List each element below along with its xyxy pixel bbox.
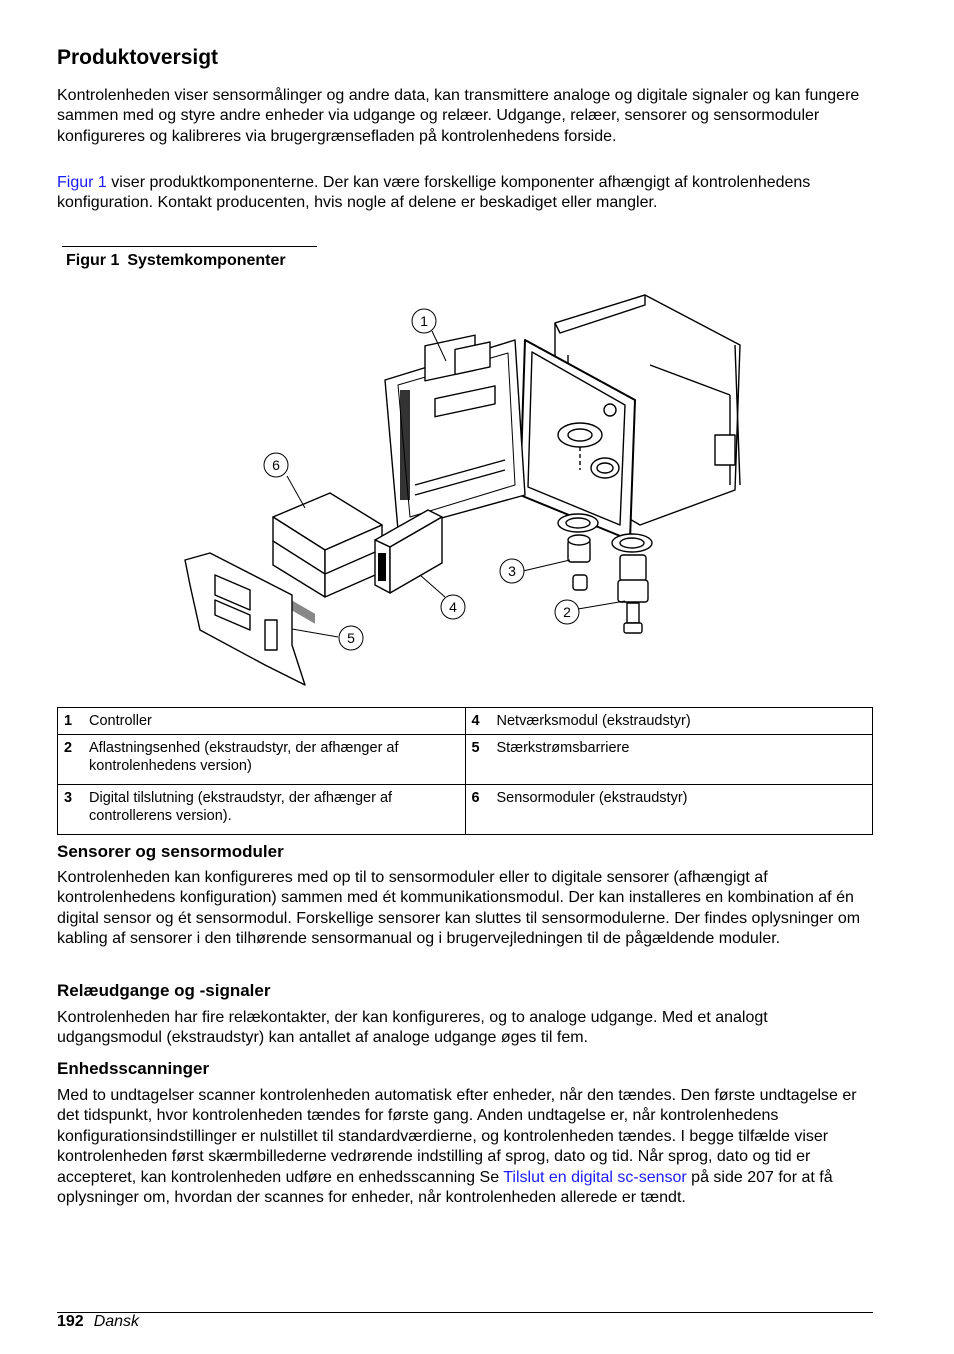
relays-paragraph: Kontrolenheden har fire relækontakter, der kan konfigureres, og to analoge udgange. Med et analogt udgangsmodul (ekstraudstyr) kan antallet af analoge udgange øges til fem. xyxy=(57,1009,768,1047)
relays-heading: Relæudgange og -signaler xyxy=(57,981,271,1000)
legend-number: 6 xyxy=(471,790,480,806)
page-footer xyxy=(57,1313,139,1331)
legend-cell xyxy=(58,735,466,785)
legend-number: 4 xyxy=(471,713,480,729)
legend-cell xyxy=(465,785,873,835)
legend-cell xyxy=(465,735,873,785)
legend-number: 2 xyxy=(64,740,73,756)
digital-sensor-link[interactable]: Tilslut en digital sc-sensor xyxy=(503,1168,687,1186)
legend-cell xyxy=(465,708,873,735)
scanning-heading: Enhedsscanninger xyxy=(57,1059,210,1078)
legend-number: 3 xyxy=(64,790,73,806)
legend-text: Netværksmodul (ekstraudstyr) xyxy=(496,713,691,729)
legend-text: Digital tilslutning (ekstraudstyr, der afhænger af controllerens version). xyxy=(89,790,393,824)
figure-caption xyxy=(66,252,286,270)
legend-row xyxy=(58,735,873,785)
callout-4: 4 xyxy=(449,599,457,615)
scanning-text: Med to undtagelser scanner kontrolenheden automatisk efter enheder, når den tændes. Den første undtagelse er det tidspunkt, hvor kontrolenheden tændes for første gang. Anden undtagelse er, når kontrolenhedens konfigurationsindstillinger er nulstillet til standardværdierne, og kontrolenheden tændes. I begge tilfælde viser kontrolenheden først skærmbillederne vedrørende indstilling af sprog, dato og tid. Når sprog, dato og tid er accepteret, kan kontrolenheden udføre en enhedsscanning Se xyxy=(57,1087,857,1186)
legend-number: 1 xyxy=(64,713,73,729)
legend-row xyxy=(58,785,873,835)
figure-ref-paragraph xyxy=(57,173,875,214)
scanning-paragraph xyxy=(57,1086,875,1208)
legend-text: Sensormoduler (ekstraudstyr) xyxy=(496,790,688,806)
legend-table xyxy=(57,707,873,835)
callout-3: 3 xyxy=(508,563,516,579)
legend-cell xyxy=(58,785,466,835)
section-title: Produktoversigt xyxy=(57,46,219,69)
legend-number: 5 xyxy=(471,740,480,756)
legend-cell xyxy=(58,708,466,735)
callout-6: 6 xyxy=(272,457,280,473)
callout-1: 1 xyxy=(420,313,428,329)
figure-ref-text: viser produktkomponenterne. Der kan være forskellige komponenter afhængigt af kontrolenhedens konfiguration. Kontakt producenten, hvis nogle af delene er beskadiget eller mangler. xyxy=(57,174,811,212)
footer-language: Dansk xyxy=(93,1313,140,1330)
figure-rule xyxy=(62,246,317,247)
figure-title: Systemkomponenter xyxy=(127,252,286,269)
page-number: 192 xyxy=(57,1313,84,1330)
legend-row xyxy=(58,708,873,735)
legend-text: Aflastningsenhed (ekstraudstyr, der afhænger af kontrolenhedens version) xyxy=(89,740,399,774)
figure-1-link[interactable]: Figur 1 xyxy=(57,174,107,191)
callout-5: 5 xyxy=(347,630,355,646)
legend-text: Stærkstrømsbarriere xyxy=(496,740,630,756)
intro-paragraph: Kontrolenheden viser sensormålinger og andre data, kan transmittere analoge og digitale signaler og kan fungere sammen med og styre andre enheder via udgange og relæer. Udgange, relæer, sensorer og sensormoduler konfigureres og kalibreres via brugergrænsefladen på kontrolenhedens forside. xyxy=(57,87,860,145)
sensors-paragraph: Kontrolenheden kan konfigureres med op til to sensormoduler eller to digitale sensorer (afhængigt af kontrolenhedens konfiguration) sammen med ét kommunikationsmodul. Der kan installeres en kombination af én digital sensor og ét sensormodul. Forskellige sensorer kan sluttes til sensormodulerne. Der findes oplysninger om kabling af sensorer i den tilhørende sensormanual og i brugervejledningen til de pågældende moduler. xyxy=(57,869,861,948)
network-module xyxy=(375,510,442,593)
controller-enclosure xyxy=(385,335,525,530)
sensors-heading: Sensorer og sensormoduler xyxy=(57,842,284,861)
figure-label: Figur 1 xyxy=(66,252,120,269)
footer-rule xyxy=(57,1312,873,1313)
system-components-illustration xyxy=(170,285,760,697)
scanning-text-end: på side 207 for at få oplysninger om, hvordan der scannes for enheder, når kontrolenheden allerede er tændt. xyxy=(57,1168,833,1207)
legend-text: Controller xyxy=(89,713,152,729)
callout-2: 2 xyxy=(563,604,571,620)
